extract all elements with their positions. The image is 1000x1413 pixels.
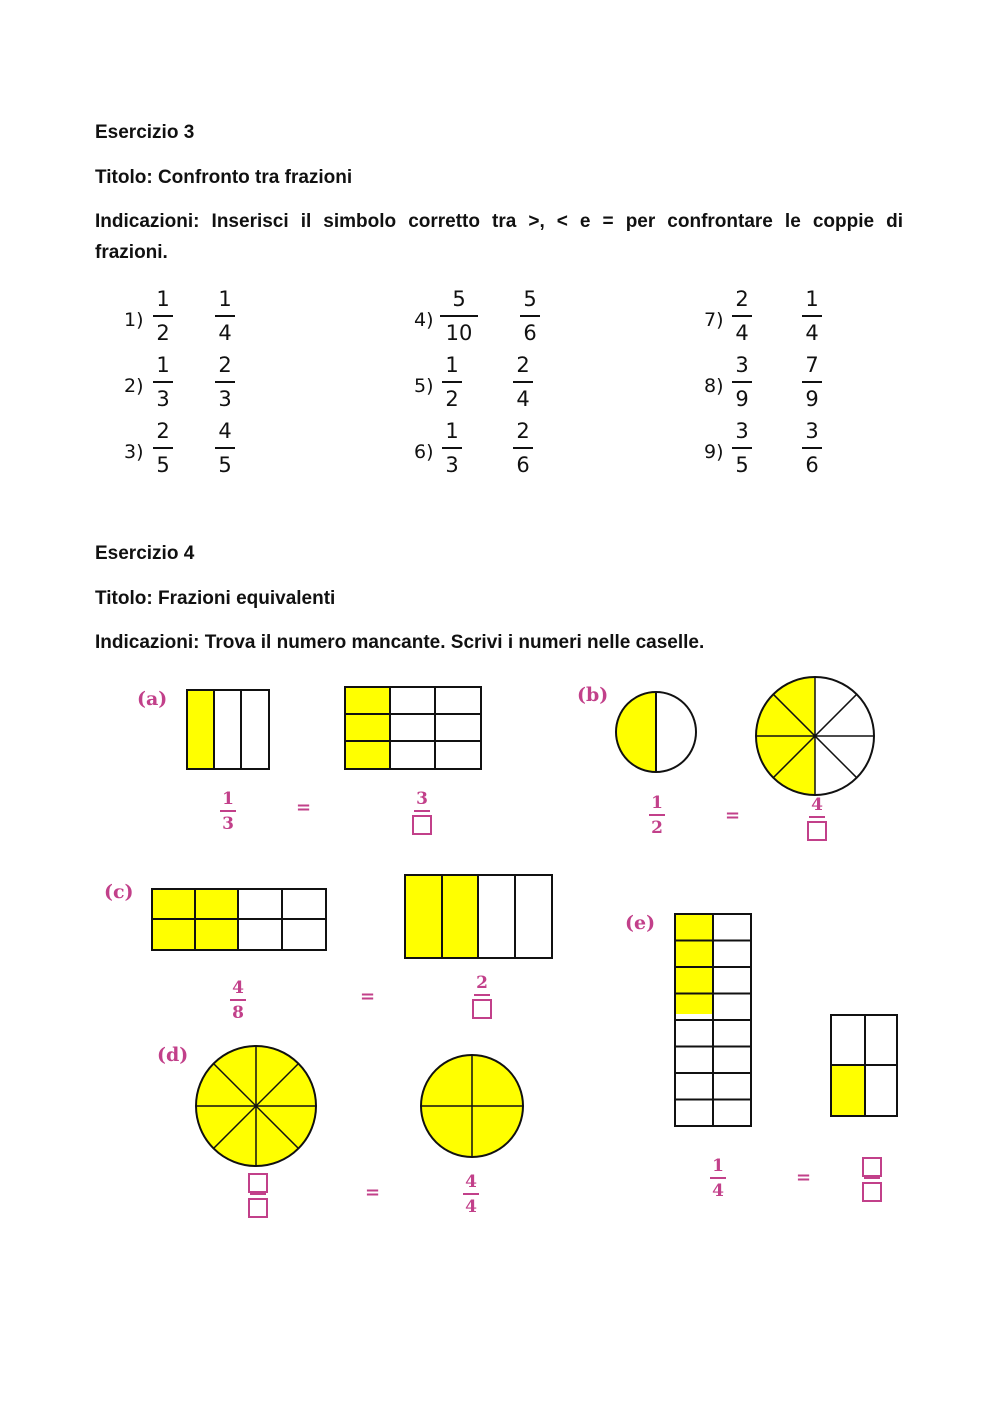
denominator: 4	[805, 321, 819, 345]
exercise-4-title: Titolo: Frazioni equivalenti	[95, 588, 336, 609]
fraction-left	[145, 418, 181, 479]
fraction-left	[434, 418, 470, 479]
fraction-right	[512, 286, 548, 347]
fraction-right	[207, 418, 243, 479]
denominator: 5	[156, 453, 170, 477]
numerator: 4	[811, 795, 823, 815]
item-index: 3)	[124, 441, 144, 463]
numerator: 3	[735, 353, 749, 377]
numerator: 1	[712, 1156, 724, 1176]
fraction-left	[434, 352, 470, 413]
item-index: 7)	[704, 309, 724, 331]
numerator: 5	[452, 287, 466, 311]
numerator: 3	[416, 789, 428, 809]
numerator: 1	[156, 353, 170, 377]
problem-b-left-fraction	[637, 793, 677, 838]
item-index: 1)	[124, 309, 144, 331]
denominator: 2	[651, 818, 663, 838]
problem-b-equals: =	[725, 805, 741, 826]
fraction-left	[724, 352, 760, 413]
problem-d-label: (d)	[157, 1044, 189, 1066]
answer-box-numerator[interactable]	[248, 1173, 268, 1193]
problem-c-equals: =	[360, 986, 376, 1007]
exercise-3-heading: Esercizio 3	[95, 122, 195, 143]
denominator: 5	[218, 453, 232, 477]
numerator: 2	[476, 973, 488, 993]
denominator: 8	[232, 1003, 244, 1023]
answer-box[interactable]	[472, 999, 492, 1019]
problem-e-right-fraction	[852, 1156, 892, 1201]
numerator: 2	[218, 353, 232, 377]
answer-box-denominator[interactable]	[248, 1198, 268, 1218]
numerator: 1	[222, 789, 234, 809]
problem-a-label: (a)	[137, 688, 168, 710]
answer-box-numerator[interactable]	[862, 1157, 882, 1177]
problem-a-grid-ninths	[344, 686, 484, 771]
problem-d-right-fraction	[451, 1172, 491, 1217]
problem-d-circle-eighths	[194, 1044, 318, 1168]
denominator: 6	[805, 453, 819, 477]
item-index: 5)	[414, 375, 434, 397]
fraction-right	[505, 418, 541, 479]
numerator: 3	[805, 419, 819, 443]
answer-box-denominator[interactable]	[862, 1182, 882, 1202]
fraction-left	[145, 352, 181, 413]
exercise-3-instructions-line2: frazioni.	[95, 242, 168, 263]
item-index: 2)	[124, 375, 144, 397]
answer-box[interactable]	[807, 821, 827, 841]
exercise-4-instructions: Indicazioni: Trova il numero mancante. Scrivi i numeri nelle caselle.	[95, 632, 705, 653]
numerator: 1	[156, 287, 170, 311]
denominator: 4	[218, 321, 232, 345]
numerator: 2	[516, 419, 530, 443]
denominator: 6	[516, 453, 530, 477]
denominator: 2	[445, 387, 459, 411]
numerator: 2	[156, 419, 170, 443]
numerator: 1	[445, 353, 459, 377]
fraction-right	[505, 352, 541, 413]
denominator: 4	[712, 1181, 724, 1201]
numerator: 1	[218, 287, 232, 311]
denominator: 9	[735, 387, 749, 411]
denominator: 3	[218, 387, 232, 411]
problem-a-right-fraction	[402, 789, 442, 834]
problem-b-label: (b)	[577, 684, 609, 706]
fraction-left	[724, 286, 760, 347]
fraction-left	[145, 286, 181, 347]
problem-a-equals: =	[296, 797, 312, 818]
fraction-left	[724, 418, 760, 479]
problem-e-grid-sixteenths	[674, 913, 754, 1128]
fraction-left	[436, 286, 482, 347]
numerator: 1	[651, 793, 663, 813]
answer-box[interactable]	[412, 815, 432, 835]
problem-a-left-fraction	[208, 789, 248, 834]
problem-e-label: (e)	[625, 912, 656, 934]
problem-c-left-fraction	[218, 978, 258, 1023]
numerator: 1	[805, 287, 819, 311]
denominator: 4	[465, 1197, 477, 1217]
denominator: 9	[805, 387, 819, 411]
problem-e-left-fraction	[698, 1156, 738, 1201]
problem-e-equals: =	[796, 1167, 812, 1188]
item-index: 4)	[414, 309, 434, 331]
denominator: 6	[523, 321, 537, 345]
denominator: 2	[156, 321, 170, 345]
problem-b-circle-halves	[614, 690, 698, 774]
exercise-4-heading: Esercizio 4	[95, 543, 195, 564]
problem-c-label: (c)	[104, 881, 134, 903]
fraction-right	[794, 352, 830, 413]
problem-c-bar-quarters	[404, 874, 555, 960]
numerator: 4	[218, 419, 232, 443]
denominator: 10	[445, 321, 473, 345]
numerator: 4	[232, 978, 244, 998]
problem-b-circle-eighths	[754, 675, 876, 797]
denominator: 3	[156, 387, 170, 411]
numerator: 2	[735, 287, 749, 311]
item-index: 9)	[704, 441, 724, 463]
problem-d-left-fraction	[238, 1172, 278, 1217]
exercise-3-title: Titolo: Confronto tra frazioni	[95, 167, 353, 188]
numerator: 4	[465, 1172, 477, 1192]
problem-d-circle-quarters	[419, 1053, 525, 1159]
fraction-right	[794, 418, 830, 479]
fraction-right	[207, 352, 243, 413]
denominator: 3	[445, 453, 459, 477]
denominator: 5	[735, 453, 749, 477]
numerator: 1	[445, 419, 459, 443]
denominator: 3	[222, 814, 234, 834]
numerator: 2	[516, 353, 530, 377]
item-index: 6)	[414, 441, 434, 463]
problem-a-bar-thirds	[186, 689, 272, 771]
problem-c-right-fraction	[462, 973, 502, 1018]
problem-e-grid-quarters	[830, 1014, 900, 1118]
item-index: 8)	[704, 375, 724, 397]
fraction-right	[207, 286, 243, 347]
denominator: 4	[516, 387, 530, 411]
numerator: 3	[735, 419, 749, 443]
problem-d-equals: =	[365, 1182, 381, 1203]
fraction-right	[794, 286, 830, 347]
exercise-3-instructions-line1: Indicazioni: Inserisci il simbolo corretto tra >, < e = per confrontare le coppie di	[95, 211, 903, 232]
problem-b-right-fraction	[797, 795, 837, 840]
problem-c-grid-eighths	[151, 888, 329, 952]
denominator: 4	[735, 321, 749, 345]
numerator: 5	[523, 287, 537, 311]
numerator: 7	[805, 353, 819, 377]
